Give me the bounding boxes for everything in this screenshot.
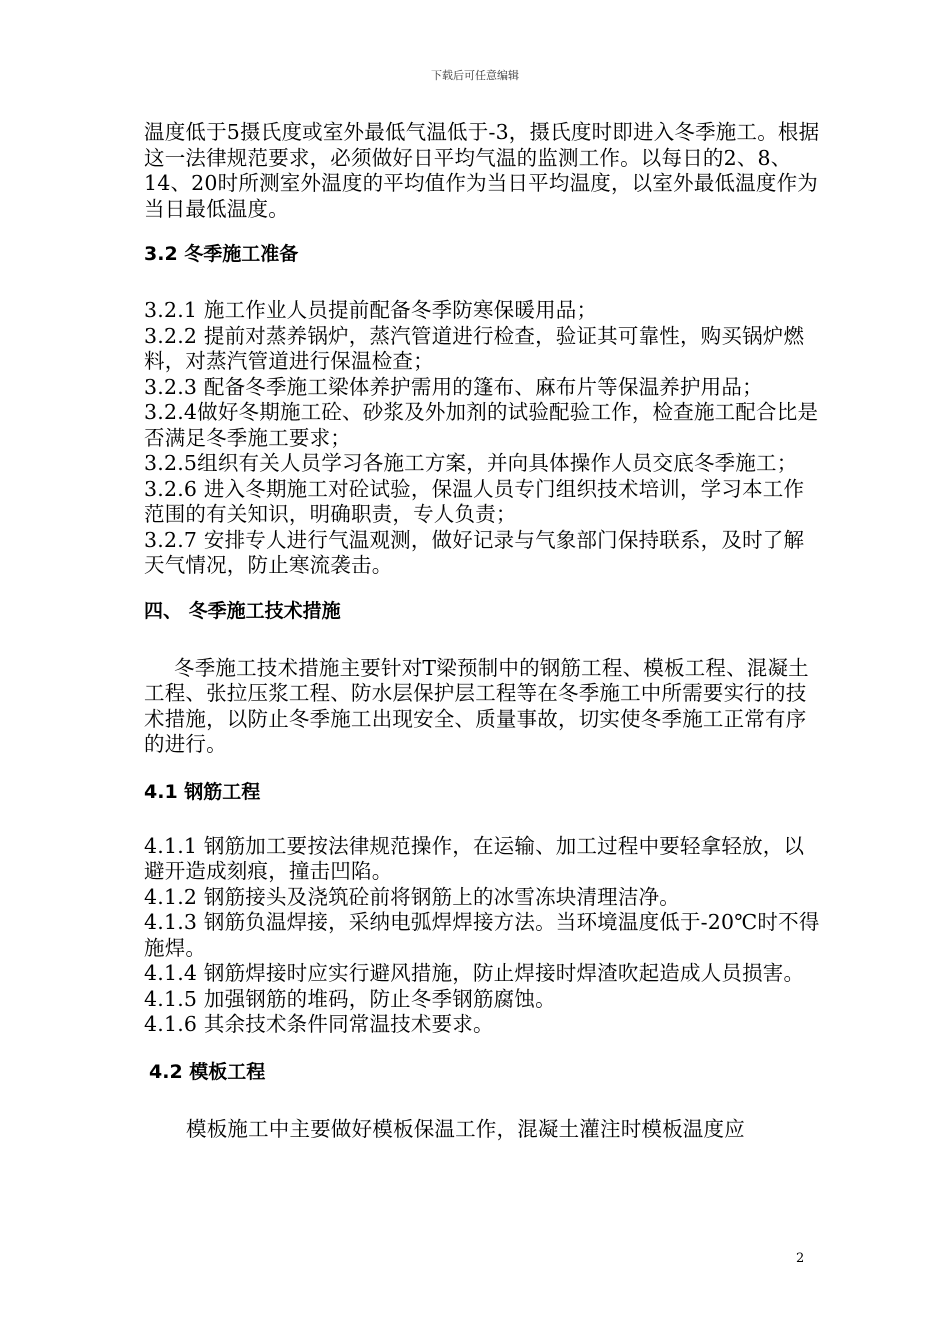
list-item: 4.1.6 其余技术条件同常温技术要求。 — [144, 1012, 494, 1036]
list-item: 3.2.1 施工作业人员提前配备冬季防寒保暖用品； — [144, 298, 598, 322]
section-heading-4-2: 4.2 模板工程 — [149, 1060, 266, 1083]
list-item: 3.2.5组织有关人员学习各施工方案，并向具体操作人员交底冬季施工； — [144, 451, 798, 475]
page-number: 2 — [796, 1251, 805, 1266]
section-heading-4-1: 4.1 钢筋工程 — [144, 780, 261, 803]
section-heading-3-2: 3.2 冬季施工准备 — [144, 243, 299, 265]
section-heading-4: 四、 冬季施工技术措施 — [144, 599, 341, 622]
page-header-note: 下载后可任意编辑 — [431, 69, 519, 82]
list-item: 4.1.3 钢筋负温焊接，采纳电弧焊焊接方法。当环境温度低于-20℃时不得施焊。 — [144, 910, 820, 960]
list-item: 3.2.4做好冬期施工砼、砂浆及外加剂的试验配验工作，检查施工配合比是否满足冬季施工要求； — [144, 400, 819, 450]
list-item: 3.2.2 提前对蒸养锅炉，蒸汽管道进行检查，验证其可靠性，购买锅炉燃料，对蒸汽管道进行保温检查； — [144, 323, 805, 373]
intro-paragraph: 温度低于5摄氏度或室外最低气温低于-3，摄氏度时即进入冬季施工。根据这一法律规范要求，必须做好日平均气温的监测工作。以每日的2、8、14、20时所测室外温度的平均值作为当日平均温度，以室外最低温度作为当日最低温度。 — [144, 120, 820, 221]
list-item: 3.2.6 进入冬期施工对砼试验，保温人员专门组织技术培训，学习本工作范围的有关知识，明确职责，专人负责； — [144, 476, 805, 526]
list-item: 4.1.1 钢筋加工要按法律规范操作，在运输、加工过程中要轻拿轻放，以避开造成刻痕，撞击凹陷。 — [144, 833, 805, 883]
section-4-2-paragraph: 模板施工中主要做好模板保温工作，混凝土灌注时模板温度应 — [186, 1116, 745, 1141]
list-item: 3.2.7 安排专人进行气温观测，做好记录与气象部门保持联系，及时了解天气情况，防止寒流袭击。 — [144, 527, 805, 577]
list-item: 4.1.5 加强钢筋的堆码，防止冬季钢筋腐蚀。 — [144, 986, 556, 1011]
list-item: 4.1.4 钢筋焊接时应实行避风措施，防止焊接时焊渣吹起造成人员损害。 — [144, 961, 805, 985]
list-item: 3.2.3 配备冬季施工梁体养护需用的篷布、麻布片等保温养护用品； — [144, 374, 763, 399]
section-4-paragraph: 冬季施工技术措施主要针对T梁预制中的钢筋工程、模板工程、混凝土工程、张拉压浆工程、防水层保护层工程等在冬季施工中所需要实行的技术措施，以防止冬季施工出现安全、质量事故，切实使冬季施工正常有序的进行。 — [144, 655, 809, 756]
document-body — [144, 120, 824, 1142]
list-item: 4.1.2 钢筋接头及浇筑砼前将钢筋上的冰雪冻块清理洁净。 — [144, 884, 680, 909]
